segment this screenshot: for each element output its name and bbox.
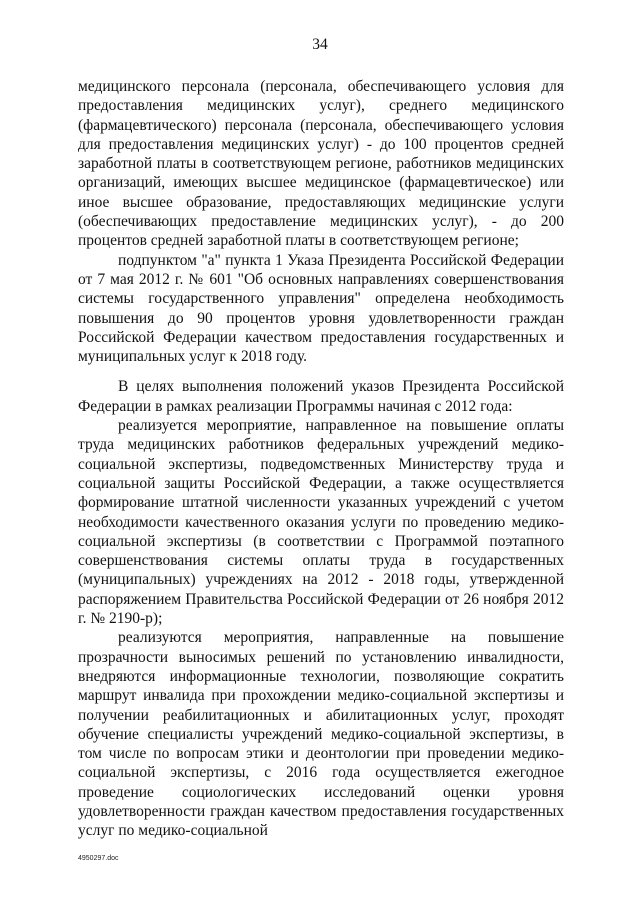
paragraph-program-goals: В целях выполнения положений указов Президента Российской Федерации в рамках реализации Программы начиная с 2012 года: <box>78 378 564 415</box>
paragraph-transparency-measures: реализуются мероприятия, направленные на повышение прозрачности выносимых решений по установлению инвалидности, внедряются информационные технологии, позволяющие сократить маршрут инвалида при прохождении медико-социальной экспертизы и получении реабилитационных и абилитационных услуг, проходят обучение специалисты учреждений медико-социальной экспертизы, в том числе по вопросам этики и деонтологии при проведении медико-социальной экспертизы, с 2016 года осуществляется ежегодное проведение социологических исследований оценки уровня удовлетворенности граждан качеством предоставления государственных услуг по медико-социальной <box>78 629 564 840</box>
document-footer-filename: 4950297.doc <box>78 855 119 862</box>
document-body <box>78 77 564 841</box>
paragraph-wage-increase: реализуется мероприятие, направленное на повышение оплаты труда медицинских работников федеральных учреждений медико-социальной экспертизы, подведомственных Министерству труда и социальной защиты Российской Федерации, а также осуществляется формирование штатной численности указанных учреждений с учетом необходимости качественного оказания услуги по проведению медико-социальной экспертизы (в соответствии с Программой поэтапного совершенствования системы оплаты труда в государственных (муниципальных) учреждениях на 2012 - 2018 годы, утвержденной распоряжением Правительства Российской Федерации от 26 ноября 2012 г. № 2190-р); <box>78 417 564 628</box>
paragraph-continuation: медицинского персонала (персонала, обеспечивающего условия для предоставления медицинских услуг), среднего медицинского (фармацевтического) персонала (персонала, обеспечивающего условия для предоставления медицинских услуг) - до 100 процентов средней заработной платы в соответствующем регионе, работников медицинских организаций, имеющих высшее медицинское (фармацевтическое) или иное высшее образование, предоставляющих медицинские услуги (обеспечивающих предоставление медицинских услуг), - до 200 процентов средней заработной платы в соответствующем регионе; <box>78 78 564 250</box>
paragraph-decree-601: подпунктом "а" пункта 1 Указа Президента Российской Федерации от 7 мая 2012 г. № 601 "Об основных направлениях совершенствования системы государственного управления" определена необходимость повышения до 90 процентов уровня удовлетворенности граждан Российской Федерации качеством предоставления государственных и муниципальных услуг к 2018 году. <box>78 251 564 366</box>
page-number: 34 <box>312 36 328 53</box>
